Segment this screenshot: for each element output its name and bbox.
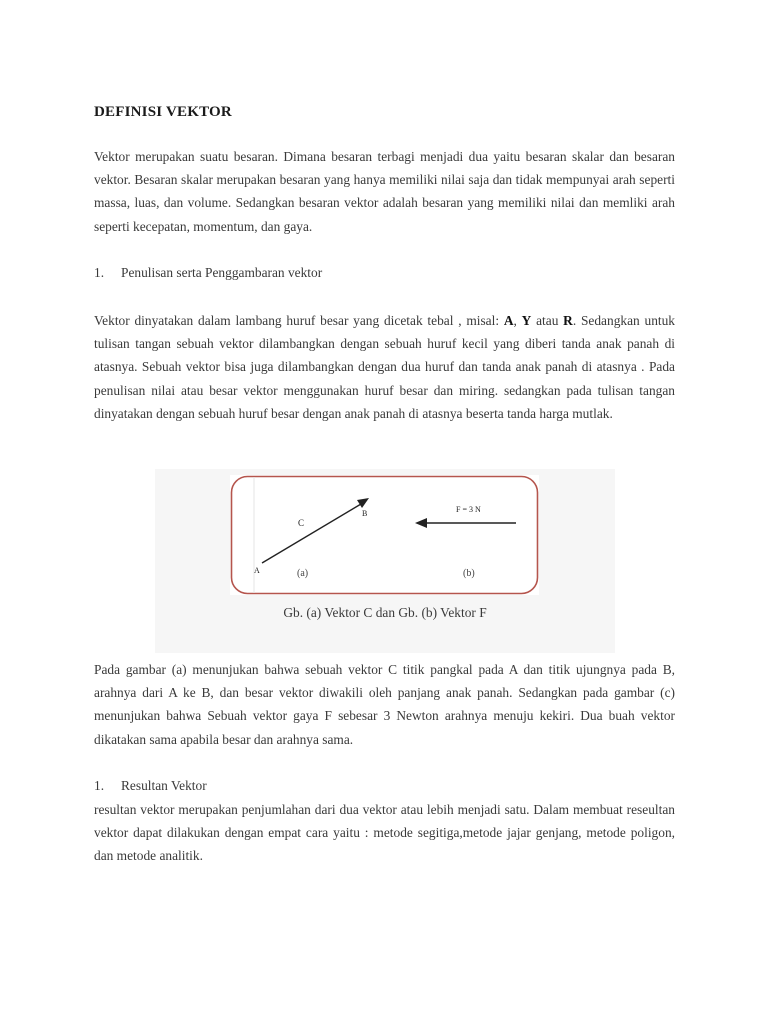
notation-paragraph bbox=[94, 309, 675, 425]
diagram-background bbox=[230, 475, 539, 595]
symbol-separator-atau: atau bbox=[531, 313, 564, 328]
intro-paragraph: Vektor merupakan suatu besaran. Dimana besaran terbagi menjadi dua yaitu besaran skalar dan besaran vektor. Besaran skalar merupakan besaran yang hanya memiliki nilai saja dan tidak mempunyai arah seperti massa, luas, dan volume. Sedangkan besaran vektor adalah besaran yang memiliki nilai dan memliki arah seperti kecepatan, momentum, dan gaya. bbox=[94, 149, 675, 234]
section-heading-penulisan bbox=[94, 261, 322, 284]
notation-text-end: . Sedangkan untuk tulisan tangan sebuah vektor dilambangkan dengan sebuah huruf kecil yang diberi tanda anak panah di atasnya. Sebuah vektor bisa juga dilambangkan dengan dua huruf dan tanda anak panah di atasnya . Pada penulisan nilai atau besar vektor menggunakan huruf besar dan miring. sedangkan pada tulisan tangan dinyatakan dengan sebuah huruf besar dengan anak panah di atasnya beserta tanda harga mutlak. bbox=[94, 313, 675, 421]
section-heading-text: Penulisan serta Penggambaran vektor bbox=[121, 265, 323, 280]
section-number: 1. bbox=[94, 778, 105, 793]
part-b-label: (b) bbox=[463, 568, 475, 579]
symbol-r: R bbox=[563, 313, 573, 328]
point-a-label: A bbox=[254, 566, 260, 575]
figure-caption: Gb. (a) Vektor C dan Gb. (b) Vektor F bbox=[283, 605, 487, 620]
vector-figure bbox=[155, 469, 615, 653]
explanation-paragraph: Pada gambar (a) menunjukan bahwa sebuah vektor C titik pangkal pada A dan titik ujungnya pada B, arahnya dari A ke B, dan besar vektor diwakili oleh panjang anak panah. Sedangkan pada gambar (c) menunjukan bahwa Sebuah vektor gaya F sebesar 3 Newton arahnya menuju kekiri. Dua buah vektor dikatakan sama apabila besar dan arahnya sama. bbox=[94, 662, 675, 747]
vector-diagram bbox=[230, 475, 539, 595]
part-a-label: (a) bbox=[297, 568, 309, 579]
force-label: F = 3 N bbox=[456, 505, 481, 514]
resultant-paragraph: resultan vektor merupakan penjumlahan dari dua vektor atau lebih menjadi satu. Dalam membuat reseultan vektor dapat dilakukan dengan empat cara yaitu : metode segitiga,metode jajar genjang, metode poligon, dan metode analitik. bbox=[94, 802, 675, 864]
point-b-label: B bbox=[362, 509, 368, 518]
symbol-separator: , bbox=[513, 313, 522, 328]
section-number: 1. bbox=[94, 265, 105, 280]
section-heading-text: Resultan Vektor bbox=[121, 778, 207, 793]
symbol-y: Y bbox=[521, 313, 532, 328]
section-heading-resultan bbox=[94, 774, 207, 797]
page-title: DEFINISI VEKTOR bbox=[94, 104, 232, 120]
symbol-a: A bbox=[503, 313, 514, 328]
vector-c-label: C bbox=[298, 518, 305, 528]
notation-text-start: Vektor dinyatakan dalam lambang huruf besar yang dicetak tebal , misal: bbox=[94, 313, 504, 328]
